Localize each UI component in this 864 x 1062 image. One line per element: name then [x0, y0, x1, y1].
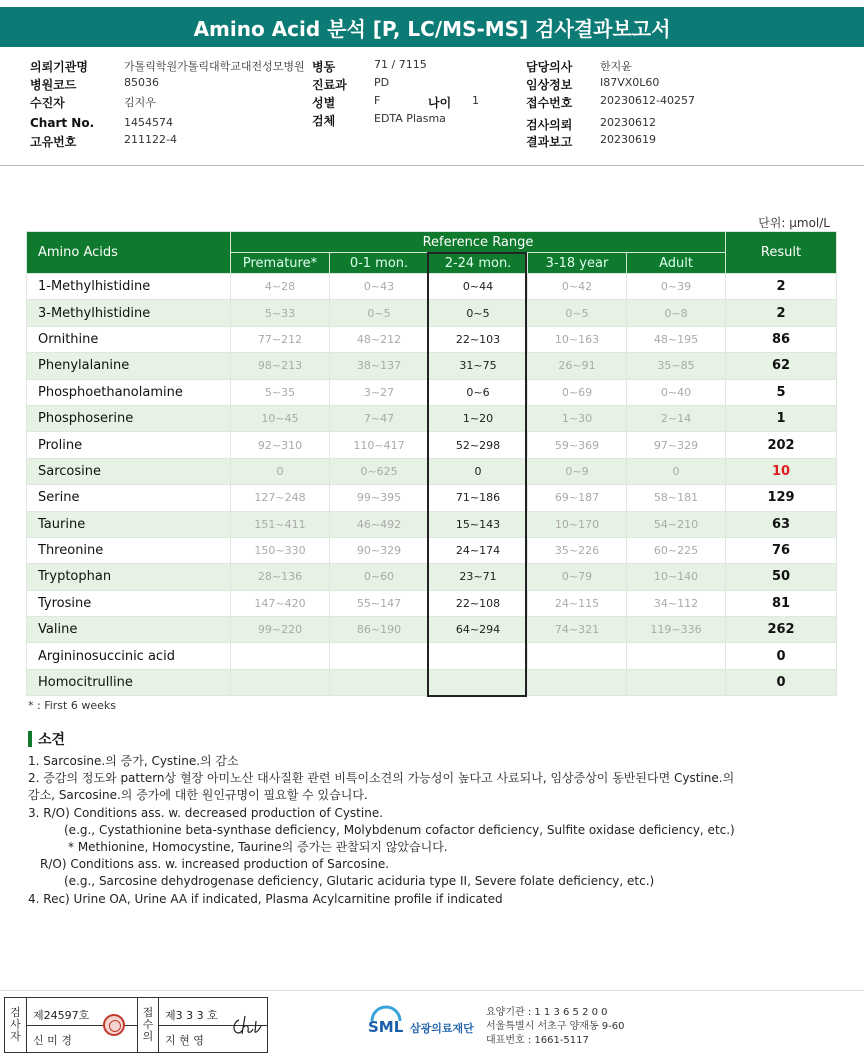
table-row — [27, 537, 837, 563]
info-value-unique-no: 211122-4 — [124, 133, 177, 146]
table-row — [27, 353, 837, 379]
reference-range-cell: 86~190 — [330, 617, 429, 643]
reference-range-cell: 2~14 — [627, 405, 726, 431]
footer-divider — [0, 990, 864, 991]
result-cell: 86 — [726, 326, 837, 352]
info-value-report-date: 20230619 — [600, 133, 656, 146]
amino-acid-name: Argininosuccinic acid — [27, 643, 231, 669]
amino-acid-name: Proline — [27, 432, 231, 458]
reference-range-cell: 99~220 — [231, 617, 330, 643]
reference-range-cell: 0~5 — [528, 300, 627, 326]
reference-range-cell: 34~112 — [627, 590, 726, 616]
sml-logo — [366, 1003, 474, 1043]
reference-range-cell: 69~187 — [528, 485, 627, 511]
info-label-sex: 성별 — [312, 96, 336, 110]
reference-range-cell — [627, 669, 726, 695]
reference-range-cell: 24~174 — [429, 537, 528, 563]
reference-range-cell: 38~137 — [330, 353, 429, 379]
reference-range-cell — [330, 669, 429, 695]
findings-title — [28, 729, 65, 749]
info-label-ward: 병동 — [312, 60, 336, 74]
reference-range-cell: 60~225 — [627, 537, 726, 563]
signature-col1-label: 검사자 — [5, 998, 27, 1052]
reference-range-cell: 64~294 — [429, 617, 528, 643]
info-value-department: PD — [374, 76, 390, 89]
reference-range-cell: 23~71 — [429, 564, 528, 590]
amino-acid-name: Tryptophan — [27, 564, 231, 590]
reference-range-cell: 1~20 — [429, 405, 528, 431]
info-label-institution: 의뢰기관명 — [30, 60, 88, 74]
reference-range-cell: 58~181 — [627, 485, 726, 511]
info-label-physician: 담당의사 — [526, 60, 573, 74]
reference-range-cell — [429, 669, 528, 695]
reference-range-cell: 10~170 — [528, 511, 627, 537]
amino-acid-name: Threonine — [27, 537, 231, 563]
info-label-age: 나이 — [428, 96, 452, 110]
reference-range-cell: 1~30 — [528, 405, 627, 431]
reference-range-cell: 98~213 — [231, 353, 330, 379]
org-line-address: 서울특별시 서초구 양재동 9-60 — [486, 1021, 625, 1032]
reference-range-cell: 92~310 — [231, 432, 330, 458]
result-cell: 62 — [726, 353, 837, 379]
reference-range-cell: 0 — [231, 458, 330, 484]
result-cell: 76 — [726, 537, 837, 563]
reference-range-cell: 22~108 — [429, 590, 528, 616]
result-cell: 5 — [726, 379, 837, 405]
table-row — [27, 617, 837, 643]
org-info — [486, 1006, 625, 1048]
result-cell: 0 — [726, 669, 837, 695]
handwritten-signature — [229, 1012, 263, 1038]
amino-acid-table — [26, 231, 837, 696]
header-0-1-mon: 0-1 mon. — [330, 253, 429, 274]
reference-range-cell: 10~45 — [231, 405, 330, 431]
reference-range-cell: 0 — [429, 458, 528, 484]
reference-range-cell — [330, 643, 429, 669]
reference-range-cell: 0~39 — [627, 274, 726, 300]
result-cell: 262 — [726, 617, 837, 643]
info-value-request-date: 20230612 — [600, 116, 656, 129]
table-row — [27, 326, 837, 352]
info-label-patient: 수진자 — [30, 96, 65, 110]
reference-range-cell: 77~212 — [231, 326, 330, 352]
info-value-specimen: EDTA Plasma — [374, 112, 446, 125]
signature-col2-id: 제3 3 3 호 — [165, 1009, 218, 1022]
result-cell: 50 — [726, 564, 837, 590]
table-row — [27, 432, 837, 458]
finding-line: * Methionine, Homocystine, Taurine의 증가는 관찰되지 않았습니다. — [68, 840, 448, 855]
reference-range-cell: 10~140 — [627, 564, 726, 590]
reference-range-cell: 74~321 — [528, 617, 627, 643]
info-value-institution: 가톨릭학원가톨릭대학교대전성모병원 — [124, 60, 305, 73]
amino-acid-name: 1-Methylhistidine — [27, 274, 231, 300]
patient-info-panel — [0, 48, 864, 166]
reference-range-cell: 24~115 — [528, 590, 627, 616]
amino-acid-name: Ornithine — [27, 326, 231, 352]
reference-range-cell: 52~298 — [429, 432, 528, 458]
reference-range-cell: 0~5 — [330, 300, 429, 326]
result-cell: 2 — [726, 274, 837, 300]
reference-range-cell — [429, 643, 528, 669]
reference-range-cell: 48~212 — [330, 326, 429, 352]
info-value-receipt-no: 20230612-40257 — [600, 94, 695, 107]
info-label-chart-no: Chart No. — [30, 116, 95, 130]
header-reference-range: Reference Range — [231, 232, 726, 253]
info-label-request-date: 검사의뢰 — [526, 118, 573, 132]
result-cell: 0 — [726, 643, 837, 669]
reference-range-cell: 31~75 — [429, 353, 528, 379]
amino-acid-name: Taurine — [27, 511, 231, 537]
table-row — [27, 564, 837, 590]
logo-text: SML — [368, 1018, 404, 1036]
reference-range-cell: 150~330 — [231, 537, 330, 563]
reference-range-cell: 22~103 — [429, 326, 528, 352]
info-value-ward: 71 / 7115 — [374, 58, 427, 71]
reference-range-cell: 0~5 — [429, 300, 528, 326]
info-value-hospital-code: 85036 — [124, 76, 159, 89]
reference-range-cell: 71~186 — [429, 485, 528, 511]
amino-acid-name: Serine — [27, 485, 231, 511]
header-adult: Adult — [627, 253, 726, 274]
reference-range-cell: 0 — [627, 458, 726, 484]
info-label-specimen: 검체 — [312, 114, 336, 128]
info-label-clinical-info: 임상정보 — [526, 78, 573, 92]
result-cell: 81 — [726, 590, 837, 616]
amino-acid-name: Phosphoethanolamine — [27, 379, 231, 405]
table-row — [27, 300, 837, 326]
info-label-receipt-no: 접수번호 — [526, 96, 573, 110]
info-value-chart-no: 1454574 — [124, 116, 173, 129]
finding-line: 2. 증감의 정도와 pattern상 혈장 아미노산 대사질환 관련 비특이소견의 가능성이 높다고 사료되나, 임상증상이 동반된다면 Cystine.의 — [28, 771, 735, 786]
finding-line: 1. Sarcosine.의 증가, Cystine.의 감소 — [28, 754, 239, 768]
finding-line: 감소, Sarcosine.의 증가에 대한 원인규명이 필요할 수 있습니다. — [28, 788, 368, 803]
amino-acid-name: Phenylalanine — [27, 353, 231, 379]
reference-range-cell: 28~136 — [231, 564, 330, 590]
amino-acid-name: Tyrosine — [27, 590, 231, 616]
table-row — [27, 485, 837, 511]
signature-col2-label: 접수의 — [137, 998, 159, 1052]
reference-range-cell: 0~79 — [528, 564, 627, 590]
amino-acid-name: Sarcosine — [27, 458, 231, 484]
reference-range-cell: 90~329 — [330, 537, 429, 563]
reference-range-cell: 0~60 — [330, 564, 429, 590]
result-cell: 63 — [726, 511, 837, 537]
reference-range-cell: 7~47 — [330, 405, 429, 431]
info-value-physician: 한지윤 — [600, 60, 632, 73]
result-cell: 202 — [726, 432, 837, 458]
reference-range-cell — [627, 643, 726, 669]
reference-range-cell: 0~8 — [627, 300, 726, 326]
reference-range-cell — [231, 643, 330, 669]
logo-name: 삼광의료재단 — [410, 1022, 474, 1035]
result-cell: 2 — [726, 300, 837, 326]
info-label-department: 진료과 — [312, 78, 347, 92]
finding-line: R/O) Conditions ass. w. increased production of Sarcosine. — [40, 857, 390, 872]
finding-line: (e.g., Cystathionine beta-synthase deficiency, Molybdenum cofactor deficiency, Sulfite oxidase deficiency, etc.) — [64, 822, 735, 837]
section-bar — [28, 731, 32, 747]
table-row — [27, 379, 837, 405]
signature-col2-name: 지 현 영 — [165, 1034, 204, 1047]
info-label-hospital-code: 병원코드 — [30, 78, 77, 92]
signature-box — [4, 997, 268, 1053]
reference-range-cell: 0~625 — [330, 458, 429, 484]
result-cell: 10 — [726, 458, 837, 484]
signature-col1-name: 신 미 경 — [33, 1034, 72, 1047]
table-row — [27, 458, 837, 484]
finding-line: 4. Rec) Urine OA, Urine AA if indicated, Plasma Acylcarnitine profile if indicated — [28, 891, 503, 906]
reference-range-cell: 119~336 — [627, 617, 726, 643]
reference-range-cell: 147~420 — [231, 590, 330, 616]
reference-range-cell: 5~33 — [231, 300, 330, 326]
findings-title-text: 소견 — [38, 732, 66, 748]
table-row — [27, 590, 837, 616]
findings-text — [28, 753, 735, 908]
reference-range-cell: 35~85 — [627, 353, 726, 379]
info-value-sex: F — [374, 94, 381, 107]
logo-mark-icon — [366, 1003, 406, 1043]
header-result: Result — [726, 232, 837, 274]
signature-col1-id: 제24597호 — [33, 1009, 90, 1022]
reference-range-cell — [528, 669, 627, 695]
reference-range-cell: 0~44 — [429, 274, 528, 300]
table-row — [27, 274, 837, 300]
reference-range-cell: 0~6 — [429, 379, 528, 405]
reference-range-cell: 0~42 — [528, 274, 627, 300]
reference-range-cell: 0~43 — [330, 274, 429, 300]
seal-stamp — [103, 1014, 125, 1036]
org-line-phone: 대표번호 : 1661-5117 — [486, 1035, 589, 1046]
table-row — [27, 669, 837, 695]
reference-range-cell: 59~369 — [528, 432, 627, 458]
reference-range-cell: 10~163 — [528, 326, 627, 352]
reference-range-cell: 48~195 — [627, 326, 726, 352]
finding-line: 3. R/O) Conditions ass. w. decreased production of Cystine. — [28, 805, 384, 820]
reference-range-cell: 0~9 — [528, 458, 627, 484]
amino-acid-name: Valine — [27, 617, 231, 643]
reference-range-cell — [231, 669, 330, 695]
table-row — [27, 511, 837, 537]
org-line-code: 요양기관 : 1 1 3 6 5 2 0 0 — [486, 1007, 608, 1018]
table-row — [27, 643, 837, 669]
info-label-report-date: 결과보고 — [526, 135, 573, 149]
reference-range-cell: 97~329 — [627, 432, 726, 458]
reference-range-cell: 3~27 — [330, 379, 429, 405]
reference-range-cell: 127~248 — [231, 485, 330, 511]
finding-line: (e.g., Sarcosine dehydrogenase deficiency, Glutaric aciduria type II, Severe folate deficiency, etc.) — [64, 874, 655, 889]
reference-range-cell: 54~210 — [627, 511, 726, 537]
reference-range-cell: 4~28 — [231, 274, 330, 300]
info-value-clinical-info: I87VX0L60 — [600, 76, 660, 89]
reference-range-cell: 15~143 — [429, 511, 528, 537]
report-title: Amino Acid 분석 [P, LC/MS-MS] 검사결과보고서 — [0, 7, 864, 47]
info-value-patient: 김지우 — [124, 96, 156, 109]
reference-range-cell: 110~417 — [330, 432, 429, 458]
info-value-age: 1 — [472, 94, 479, 107]
amino-acid-name: Homocitrulline — [27, 669, 231, 695]
table-row — [27, 405, 837, 431]
reference-range-cell: 55~147 — [330, 590, 429, 616]
footnote: * : First 6 weeks — [28, 699, 116, 712]
reference-range-cell: 0~40 — [627, 379, 726, 405]
unit-label: 단위: μmol/L — [758, 216, 830, 230]
result-cell: 1 — [726, 405, 837, 431]
result-cell: 129 — [726, 485, 837, 511]
reference-range-cell: 0~69 — [528, 379, 627, 405]
reference-range-cell: 35~226 — [528, 537, 627, 563]
header-2-24-mon: 2-24 mon. — [429, 253, 528, 274]
header-premature: Premature* — [231, 253, 330, 274]
reference-range-cell: 99~395 — [330, 485, 429, 511]
reference-range-cell — [528, 643, 627, 669]
header-3-18-year: 3-18 year — [528, 253, 627, 274]
amino-acid-name: 3-Methylhistidine — [27, 300, 231, 326]
reference-range-cell: 5~35 — [231, 379, 330, 405]
reference-range-cell: 26~91 — [528, 353, 627, 379]
header-amino-acids: Amino Acids — [27, 232, 231, 274]
amino-acid-name: Phosphoserine — [27, 405, 231, 431]
reference-range-cell: 151~411 — [231, 511, 330, 537]
reference-range-cell: 46~492 — [330, 511, 429, 537]
info-label-unique-no: 고유번호 — [30, 135, 77, 149]
